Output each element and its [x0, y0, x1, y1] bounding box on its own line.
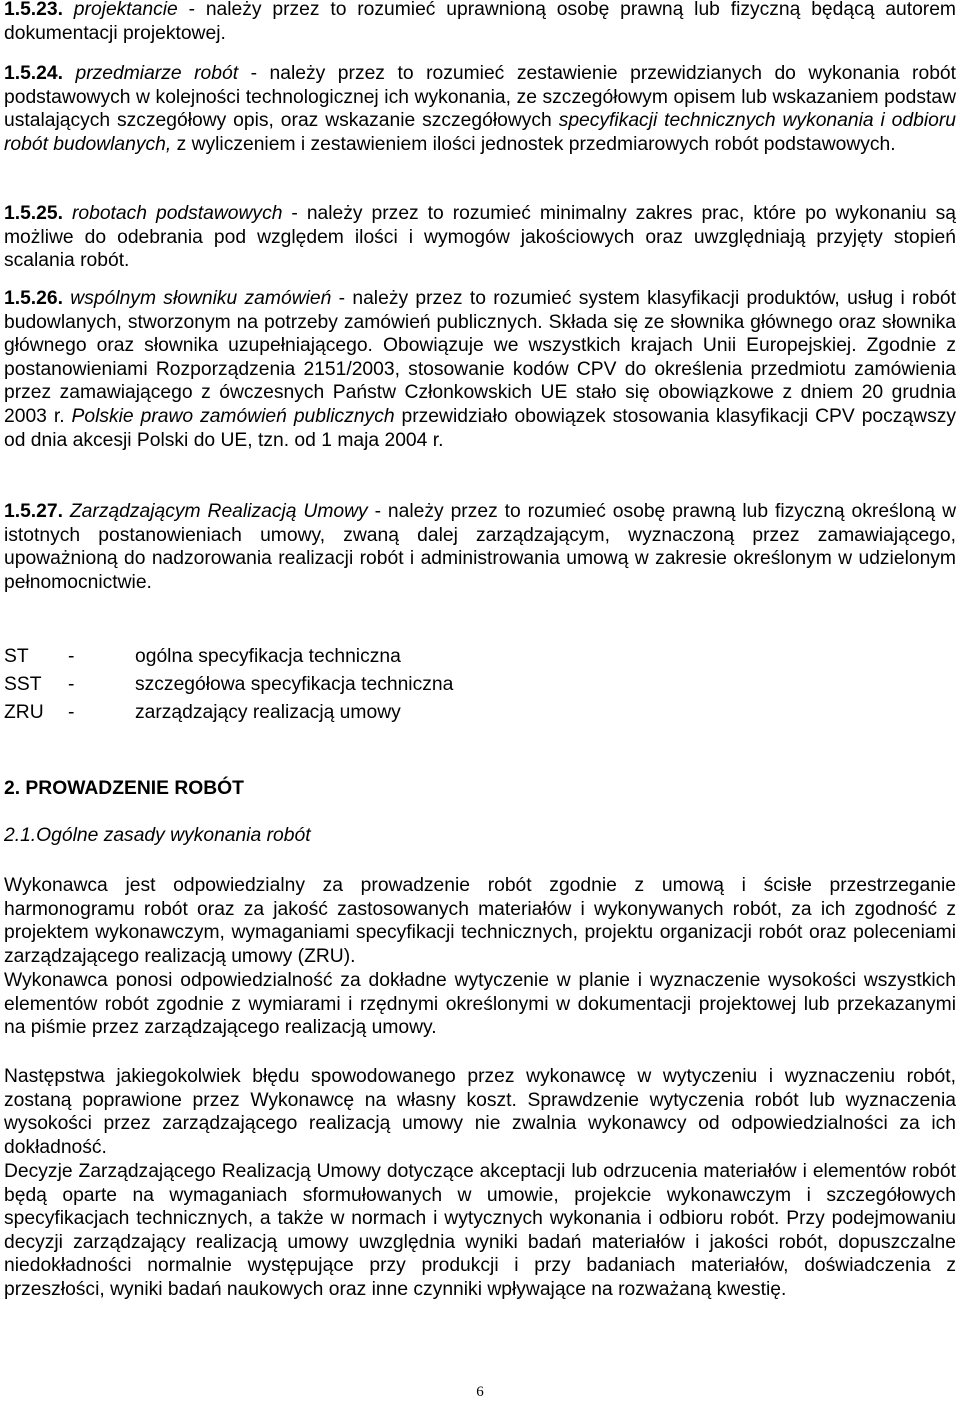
definition-1-5-27 [4, 500, 956, 594]
definition-term-secondary: Polskie prawo zamówień publicznych [71, 405, 395, 427]
definition-text: - należy przez to rozumieć uprawnioną osobę prawną lub fizyczną będącą autorem dokumentacji projektowej. [4, 0, 956, 44]
definition-text: - należy przez to rozumieć osobę prawną lub fizyczną określoną w istotnych postanowieniach umowy, zwaną dalej zarządzającym, wyznaczoną przez zamawiającego, upoważnioną do nadzorowania realizacji robót i administrowania umową w zakresie określonym w udzielonym pełnomocnictwie. [4, 501, 956, 593]
definition-number: 1.5.23. [4, 0, 63, 20]
definition-text-secondary: przewidziało obowiązek stosowania klasyfikacji CPV począwszy od dnia akcesji Polski do UE, tzn. od 1 maja 2004 r. [4, 405, 956, 451]
section-heading: 2. PROWADZENIE ROBÓT [4, 778, 244, 799]
definition-term: projektancie [73, 0, 178, 20]
abbreviation-description: zarządzający realizacją umowy [135, 702, 401, 723]
definition-number: 1.5.24. [4, 63, 63, 84]
abbreviation-code: ZRU [4, 702, 44, 723]
abbreviation-dash: - [68, 646, 75, 667]
paragraph: Wykonawca ponosi odpowiedzialność za dokładne wytyczenie w planie i wyznaczenie wysokości wszystkich elementów robót zgodnie z wymiarami i rzędnymi określonymi w dokumentacji projektowej lub przekazanymi na piśmie przez zarządzającego realizacją umowy. [4, 970, 956, 1039]
paragraph: Następstwa jakiegokolwiek błędu spowodowanego przez wykonawcę w wytyczeniu i wyznaczeniu robót, zostaną poprawione przez Wykonawcę na własny koszt. Sprawdzenie wytyczenia robót lub wyznaczenia wysokości przez zarządzającego realizacją umowy nie zwalnia wykonawcy od odpowiedzialności za ich dokładność. [4, 1066, 956, 1158]
definition-term: przedmiarze robót [75, 63, 239, 84]
definition-text: - należy przez to rozumieć zestawienie przewidzianych do wykonania robót podstawowych w kolejności technologicznej ich wykonania, ze szczegółowym opisem lub wskazaniem podstaw ustalających szczegółowy opis, oraz wskazanie szczegółowych [4, 63, 957, 132]
abbreviation-code: ST [4, 646, 29, 667]
page-number: 6 [476, 1384, 484, 1400]
definition-term: Zarządzającym Realizacją Umowy [69, 501, 368, 522]
definition-1-5-26 [4, 287, 956, 452]
definition-1-5-24 [4, 62, 956, 156]
definition-term-secondary: specyfikacji technicznych wykonania i odbioru robót budowlanych, [4, 110, 956, 155]
abbreviation-description: szczegółowa specyfikacja techniczna [135, 674, 454, 695]
definition-text: - należy przez to rozumieć minimalny zakres prac, które po wykonaniu są możliwe do odebrania pod względem ilości i wymogów jakościowych oraz uwzględniają przyjęty stopień scalania robót. [4, 203, 957, 272]
subsection-heading: 2.1.Ogólne zasady wykonania robót [4, 825, 311, 846]
abbreviation-code: SST [4, 674, 42, 695]
definition-text: - należy przez to rozumieć system klasyfikacji produktów, usług i robót budowlanych, stworzonym na potrzeby zamówień publicznych. Składa się ze słownika głównego oraz słownika głównego oraz słownika uzupełniającego. Obowiązuje we wszystkich krajach Unii Europejskiej. Zgodnie z postanowieniami Rozporządzenia 2151/2003, stosowanie kodów CPV do określenia przedmiotu zamówienia przez zamawiającego z ówczesnych Państw Członkowskich UE stało się obowiązkowe z dniem 20 grudnia 2003 r. [4, 288, 957, 427]
definition-text-secondary: z wyliczeniem i zestawieniem ilości jednostek przedmiarowych robót podstawowych. [171, 133, 896, 155]
definition-number: 1.5.26. [4, 288, 63, 309]
definition-1-5-23 [4, 0, 956, 45]
definition-1-5-25 [4, 202, 956, 273]
abbreviation-dash: - [68, 702, 75, 723]
definition-number: 1.5.25. [4, 203, 63, 224]
abbreviation-dash: - [68, 674, 75, 695]
abbreviation-description: ogólna specyfikacja techniczna [135, 646, 401, 667]
definition-term: wspólnym słowniku zamówień [70, 288, 332, 309]
paragraph: Decyzje Zarządzającego Realizacją Umowy dotyczące akceptacji lub odrzucenia materiałów i elementów robót będą oparte na wymaganiach sformułowanych w umowie, projekcie wykonawczym i szczegółowych specyfikacjach technicznych, a także w normach i wytycznych wykonania i odbioru robót. Przy podejmowaniu decyzji zarządzający realizacją umowy uwzględnia wyniki badań materiałów i jakości robót, dopuszczalne niedokładności normalnie występujące przy produkcji i przy badaniach materiałów, doświadczenia z przeszłości, wyniki badań naukowych oraz inne czynniki wpływające na rozważaną kwestię. [4, 1161, 956, 1300]
paragraph: Wykonawca jest odpowiedzialny za prowadzenie robót zgodnie z umową i ścisłe przestrzeganie harmonogramu robót oraz za jakość zastosowanych materiałów i wykonywanych robót, za ich zgodność z projektem wykonawczym, wymaganiami specyfikacji technicznych, projektu organizacji robót oraz poleceniami zarządzającego realizacją umowy (ZRU). [4, 875, 956, 967]
definition-term: robotach podstawowych [71, 203, 283, 224]
definition-number: 1.5.27. [4, 501, 63, 522]
